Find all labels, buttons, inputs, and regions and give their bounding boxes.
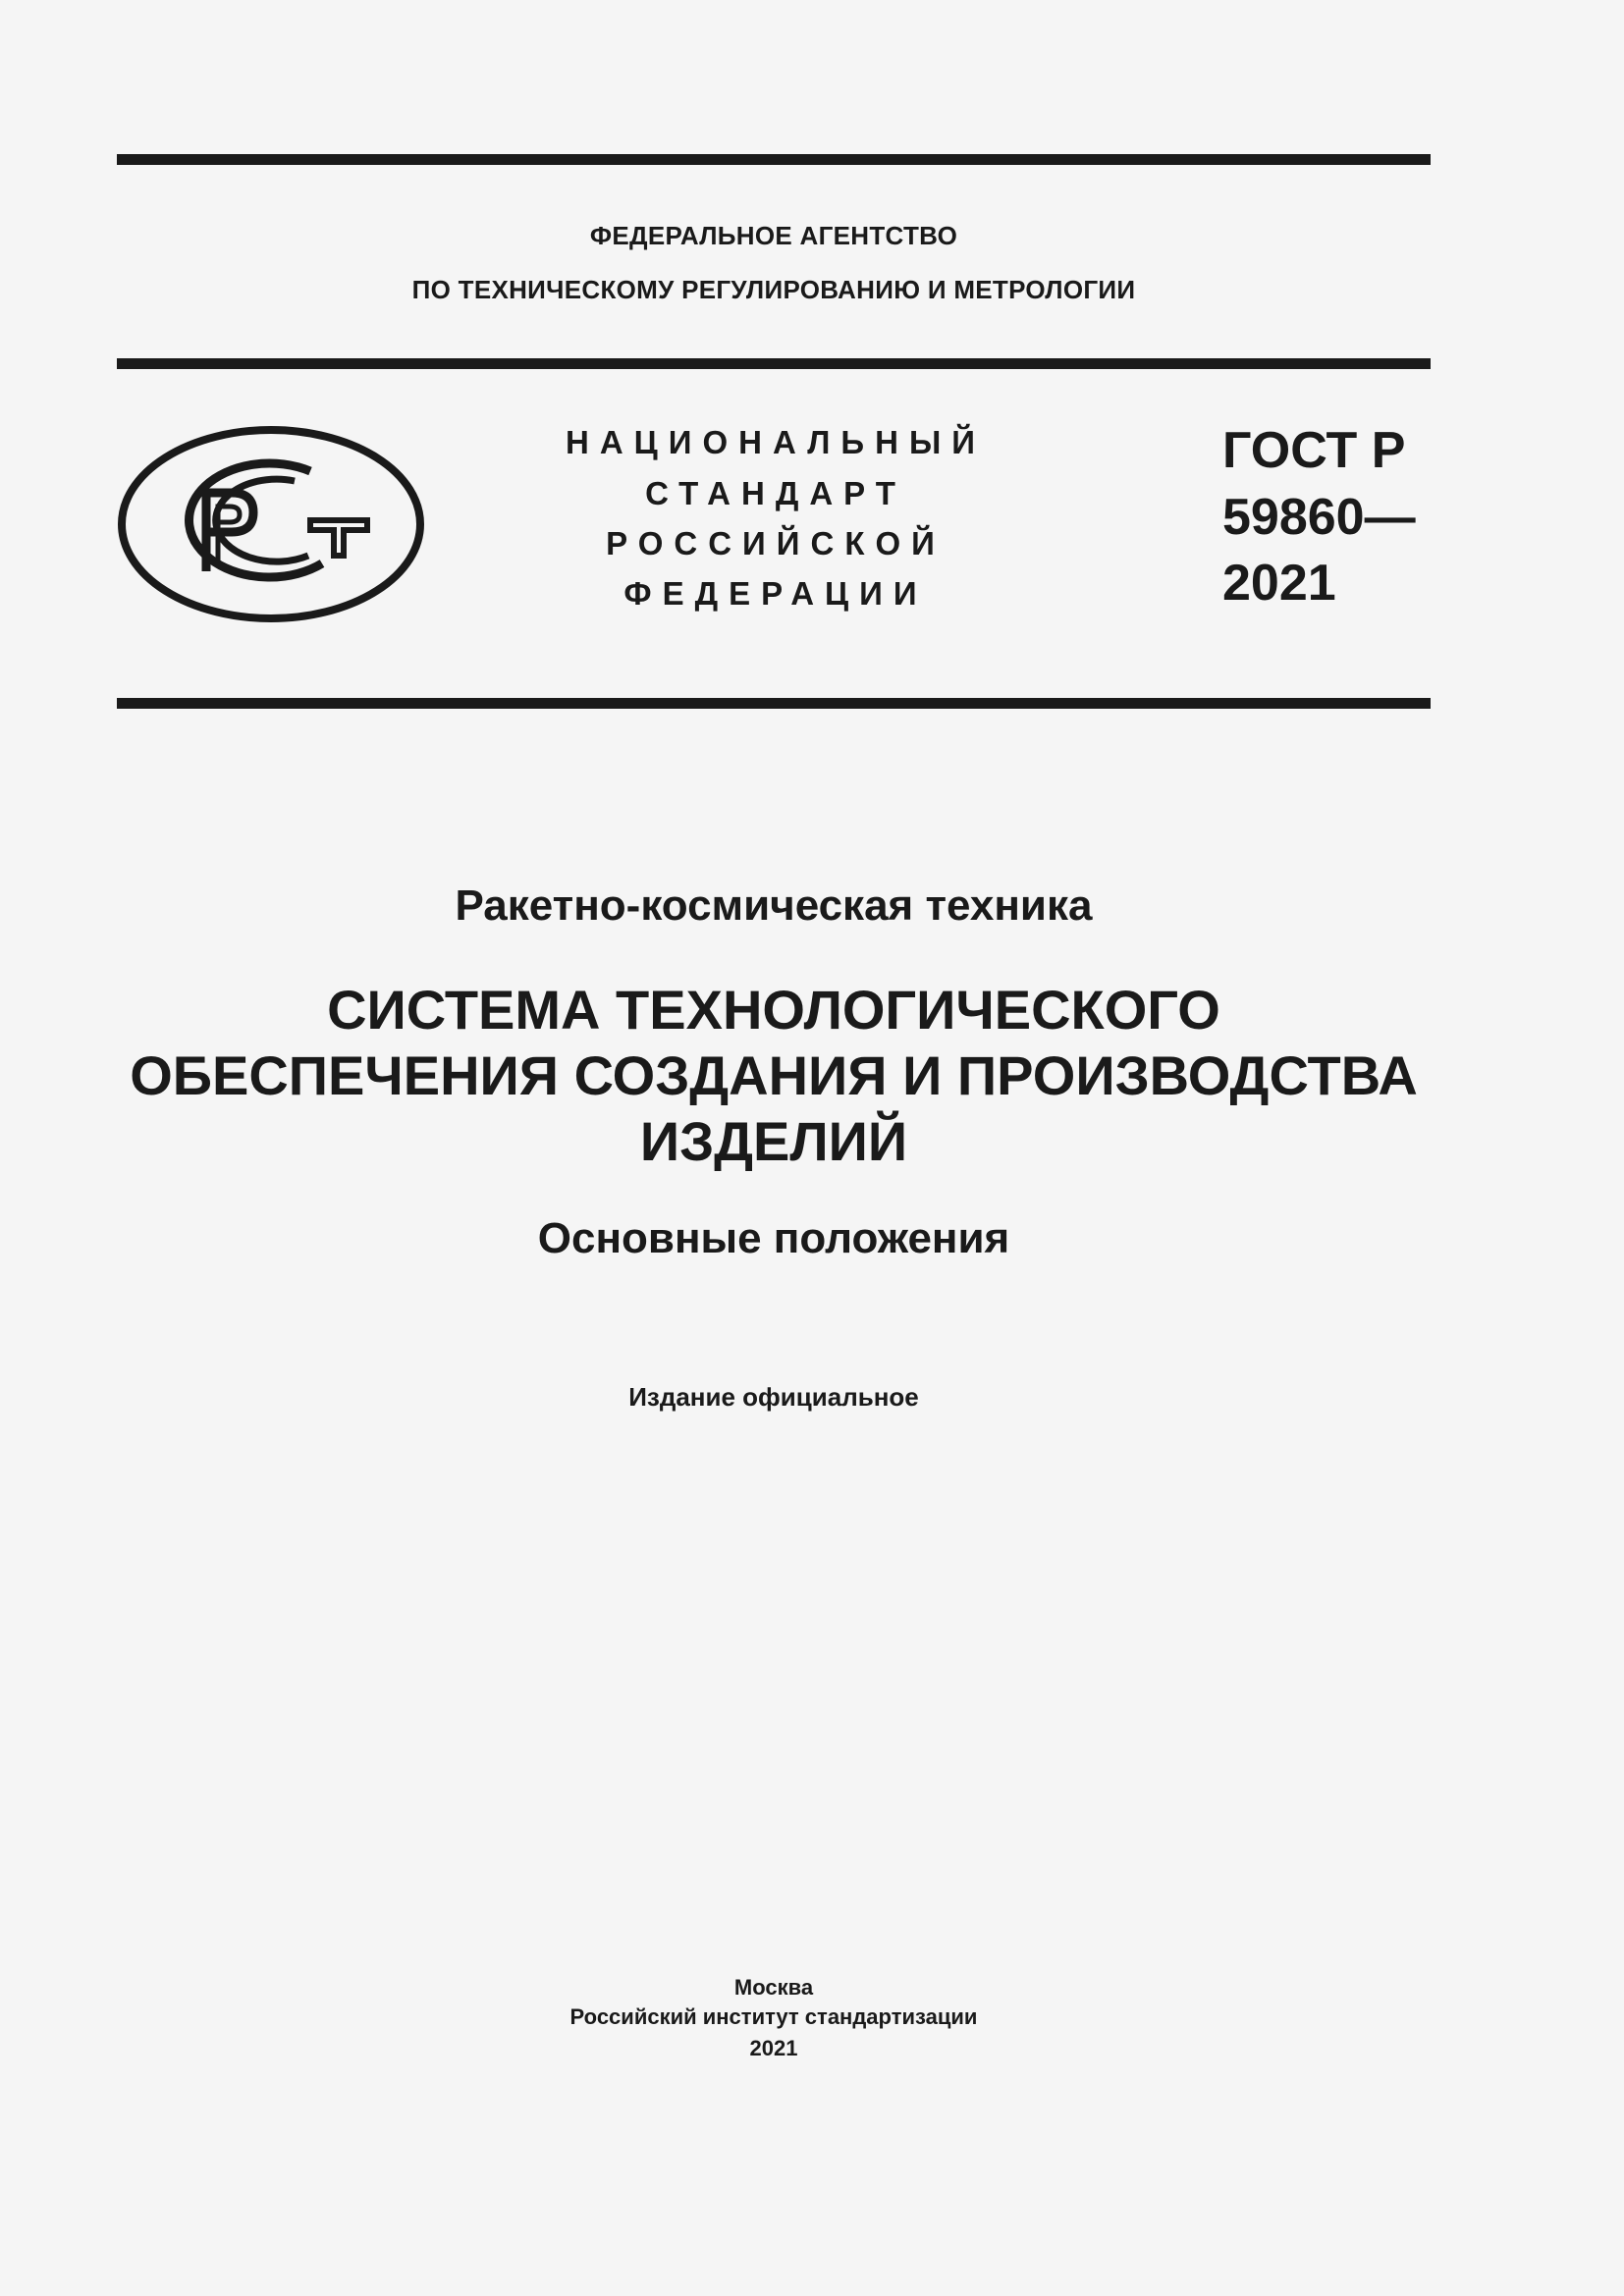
imprint-publisher: Российский институт стандартизации [569, 2004, 978, 2029]
agency-name-line-2: ПО ТЕХНИЧЕСКОМУ РЕГУЛИРОВАНИЮ И МЕТРОЛОГИИ [411, 275, 1136, 304]
standard-type-line-4: ФЕДЕРАЦИИ [623, 575, 928, 612]
lower-rule [117, 698, 1431, 709]
part-heading: Основные положения [537, 1214, 1010, 1262]
imprint-year: 2021 [749, 2036, 798, 2060]
edition-label: Издание официальное [628, 1382, 919, 1412]
middle-rule [117, 358, 1431, 369]
document-title-line-2: ОБЕСПЕЧЕНИЯ СОЗДАНИЯ И ПРОИЗВОДСТВА [130, 1044, 1418, 1106]
document-title [0, 977, 1547, 1174]
standard-type-line-1: НАЦИОНАЛЬНЫЙ [566, 424, 986, 460]
subject-heading: Ракетно-космическая техника [455, 881, 1093, 930]
rst-certification-mark-icon [116, 424, 426, 624]
imprint-city: Москва [733, 1975, 814, 2000]
top-rule [117, 154, 1431, 165]
standard-designation-line-1: ГОСТ Р [1222, 422, 1406, 479]
agency-name-line-1: ФЕДЕРАЛЬНОЕ АГЕНТСТВО [589, 221, 958, 250]
standard-designation-line-3: 2021 [1222, 555, 1336, 612]
document-title-line-1: СИСТЕМА ТЕХНОЛОГИЧЕСКОГО [327, 979, 1220, 1041]
standard-designation-line-2: 59860— [1222, 489, 1416, 546]
document-title-line-3: ИЗДЕЛИЙ [639, 1110, 908, 1172]
standard-type-line-3: РОССИЙСКОЙ [606, 525, 946, 561]
standard-type-line-2: СТАНДАРТ [645, 475, 906, 511]
